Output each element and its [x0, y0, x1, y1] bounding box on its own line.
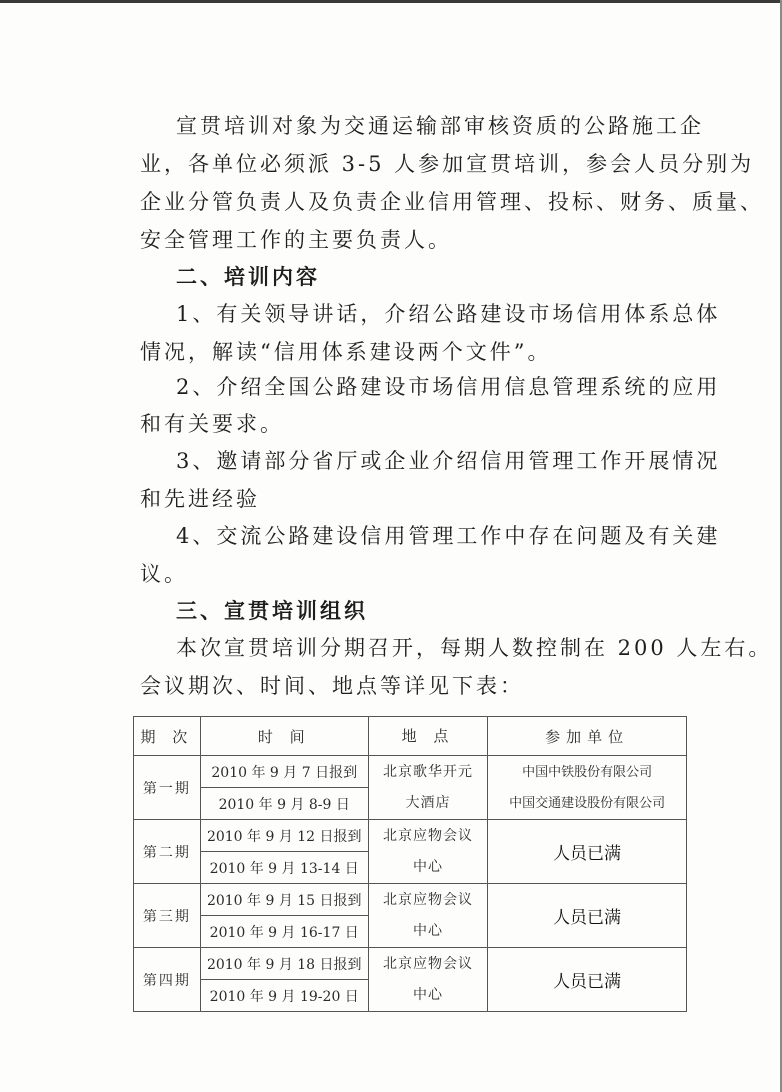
- header-units: 参加单位: [488, 717, 687, 756]
- table-row: [134, 756, 687, 788]
- units-cell: [488, 756, 687, 820]
- meeting-date-cell: 2010 年 9 月 8-9 日: [200, 788, 368, 820]
- section-heading: 二、培训内容: [176, 264, 320, 289]
- place-line: 中心: [412, 922, 443, 939]
- place-line: 大酒店: [405, 794, 451, 811]
- list-item-line: 2、介绍全国公路建设市场信用信息管理系统的应用: [176, 375, 721, 399]
- meeting-date-cell: 2010 年 9 月 13-14 日: [200, 852, 368, 884]
- list-item-line: 和先进经验: [140, 487, 260, 511]
- report-date-cell: 2010 年 9 月 18 日报到: [200, 948, 368, 980]
- paragraph-line: 会议期次、时间、地点等详见下表：: [140, 674, 524, 698]
- place-cell: [368, 884, 487, 948]
- period-cell: 第四期: [134, 948, 201, 1012]
- list-item-line: 1、有关领导讲话，介绍公路建设市场信用体系总体: [176, 302, 721, 326]
- place-line: 中心: [412, 858, 443, 875]
- place-line: 北京应物会议: [382, 827, 473, 844]
- place-line: 北京应物会议: [382, 955, 473, 972]
- place-line: 中心: [412, 986, 443, 1003]
- unit-line: 中国交通建设股份有限公司: [509, 795, 666, 811]
- place-cell: [368, 756, 487, 820]
- paragraph-line: 安全管理工作的主要负责人。: [140, 228, 452, 252]
- header-place: 地 点: [368, 717, 487, 756]
- section-heading: 三、宣贯培训组织: [176, 598, 368, 623]
- units-full-cell: 人员已满: [488, 884, 687, 948]
- paragraph-line: 宣贯培训对象为交通运输部审核资质的公路施工企: [176, 114, 704, 138]
- report-date-cell: 2010 年 9 月 15 日报到: [200, 884, 368, 916]
- list-item-line: 4、交流公路建设信用管理工作中存在问题及有关建: [176, 524, 721, 548]
- table-row: [134, 884, 687, 916]
- schedule-table: [133, 716, 687, 1012]
- list-item-line: 和有关要求。: [140, 412, 284, 436]
- units-full-cell: 人员已满: [488, 948, 687, 1012]
- report-date-cell: 2010 年 9 月 7 日报到: [200, 756, 368, 788]
- list-item-line: 情况，解读“信用体系建设两个文件”。: [140, 340, 552, 364]
- place-line: 北京应物会议: [382, 891, 473, 908]
- period-cell: 第三期: [134, 884, 201, 948]
- paragraph-line: 企业分管负责人及负责企业信用管理、投标、财务、质量、: [140, 190, 764, 214]
- table-row: [134, 948, 687, 980]
- period-cell: 第二期: [134, 820, 201, 884]
- meeting-date-cell: 2010 年 9 月 16-17 日: [200, 916, 368, 948]
- table-row: [134, 820, 687, 852]
- list-item-line: 3、邀请部分省厅或企业介绍信用管理工作开展情况: [176, 449, 721, 473]
- meeting-date-cell: 2010 年 9 月 19-20 日: [200, 980, 368, 1012]
- scan-top-edge: [0, 0, 782, 3]
- paragraph-line: 本次宣贯培训分期召开，每期人数控制在 200 人左右。: [176, 636, 773, 660]
- place-line: 北京歌华开元: [382, 763, 473, 780]
- report-date-cell: 2010 年 9 月 12 日报到: [200, 820, 368, 852]
- place-cell: [368, 820, 487, 884]
- period-cell: 第一期: [134, 756, 201, 820]
- unit-line: 中国中铁股份有限公司: [522, 764, 653, 780]
- table-header-row: [134, 717, 687, 756]
- units-full-cell: 人员已满: [488, 820, 687, 884]
- list-item-line: 议。: [140, 562, 188, 586]
- paragraph-line: 业，各单位必须派 3-5 人参加宣贯培训，参会人员分别为: [140, 152, 755, 176]
- place-cell: [368, 948, 487, 1012]
- header-period: 期 次: [134, 717, 201, 756]
- header-time: 时 间: [200, 717, 368, 756]
